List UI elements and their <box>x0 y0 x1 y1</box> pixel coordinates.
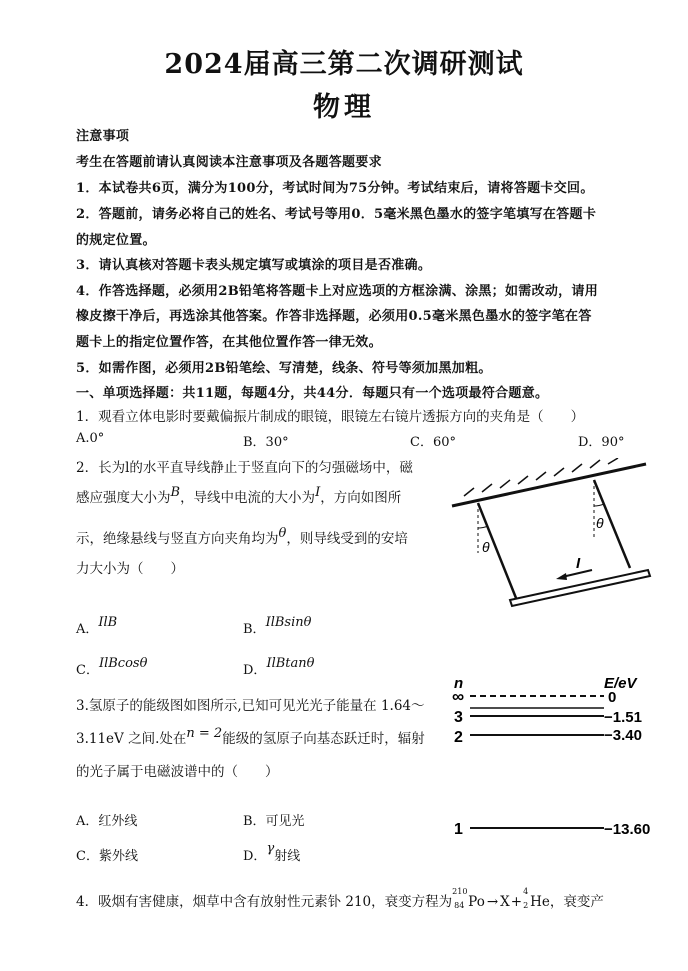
po-nuclide-numbers <box>452 886 468 910</box>
section-heading: 一、单项选择题：共11题，每题4分，共44分．每题只有一个选项最符合题意。 <box>76 386 549 401</box>
q2-option-label: C． <box>76 663 99 678</box>
current-label: I <box>576 555 581 572</box>
q2-wire-figure <box>444 458 654 618</box>
q3-line-2 <box>76 727 425 747</box>
decay-arrow: → <box>486 894 499 910</box>
q2-text: ，导线中电流的大小为 <box>180 490 316 506</box>
notice-item-5: 5．如需作图，必须用2B铅笔绘、写清楚，线条、符号等须加黑加粗。 <box>76 361 492 376</box>
q3-option-d <box>243 841 301 864</box>
notice-item-4-cont: 橡皮擦干净后，再选涂其他答案。作答非选择题，必须用0.5毫米黑色墨水的签字笔在答 <box>76 309 592 324</box>
left-angle-arc <box>478 526 488 528</box>
right-angle-arc <box>594 504 604 506</box>
q3-text: 能级的氢原子向基态跃迁时，辐射 <box>222 731 425 747</box>
level-inf-n: ∞ <box>452 687 465 706</box>
conductor-rod <box>510 570 650 606</box>
q2-line-4: 力大小为（ ） <box>76 561 184 577</box>
q1-stem: 1．观看立体电影时要戴偏振片制成的眼镜，眼镜左右镜片透振方向的夹角是（ ） <box>76 409 585 425</box>
q2-option-d <box>243 656 315 678</box>
q2-option-value: IlBsinθ <box>265 615 312 630</box>
q2-option-value: IlB <box>98 615 118 630</box>
q2-option-label: B． <box>243 622 266 637</box>
q2-line-1: 2．长为l的水平直导线静止于竖直向下的匀强磁场中，磁 <box>76 460 413 476</box>
notice-item-3: 3．请认真核对答题卡表头规定填写或填涂的项目是否准确。 <box>76 258 432 273</box>
q2-line-3 <box>76 527 408 547</box>
notice-item-4-cont2: 题卡上的指定位置作答，在其他位置作答一律无效。 <box>76 335 382 350</box>
q1-option-c: C．60° <box>410 435 456 450</box>
level-3-energy: −1.51 <box>604 709 642 726</box>
q3-option-text: 射线 <box>274 849 301 864</box>
x-symbol: X <box>500 894 510 910</box>
notice-item-4: 4．作答选择题，必须用2B铅笔将答题卡上对应选项的方框涂满、涂黑；如需改动，请用 <box>76 284 599 299</box>
q3-option-b: B．可见光 <box>243 814 305 829</box>
exam-title: 2024届高三第二次调研测试 <box>164 49 524 80</box>
po-mass-number: 210 <box>452 886 468 896</box>
he-nuclide-numbers <box>523 886 530 910</box>
plus-sign: + <box>510 894 523 910</box>
q2-text: 感应强度大小为 <box>76 490 171 506</box>
po-atomic-number: 84 <box>454 900 465 910</box>
q1-option-d: D．90° <box>578 435 625 450</box>
q2-var-theta: θ <box>278 526 287 541</box>
level-1-n: 1 <box>454 821 463 838</box>
subject-title: 物理 <box>313 92 375 123</box>
q2-option-value: IlBtanθ <box>266 656 315 671</box>
q2-option-label: A． <box>76 622 99 637</box>
q3-var-gamma: γ <box>266 841 275 856</box>
po-symbol: Po <box>468 894 485 910</box>
q2-text: ，方向如图所 <box>320 490 402 506</box>
q2-option-value: IlBcosθ <box>98 656 148 671</box>
q2-option-label: D． <box>243 663 267 678</box>
he-atomic-number: 2 <box>523 900 529 910</box>
q3-line-1: 3.氢原子的能级图如图所示,已知可见光光子能量在 1.64～ <box>76 698 425 714</box>
q2-option-b <box>243 615 312 637</box>
q3-text: 3.11eV 之间.处在 <box>76 731 187 747</box>
q2-line-2 <box>76 486 401 506</box>
energy-axis-label: E/eV <box>604 675 637 692</box>
q4-text: ，衰变产 <box>549 894 604 910</box>
notice-intro: 考生在答题前请认真阅读本注意事项及各题答题要求 <box>76 155 382 170</box>
level-2-energy: −3.40 <box>604 727 642 744</box>
level-3-n: 3 <box>454 709 463 726</box>
q4-text: 4．吸烟有害健康，烟草中含有放射性元素钋 210，衰变方程为 <box>76 894 453 910</box>
level-inf-energy: 0 <box>608 689 617 706</box>
ceiling-hatch <box>452 458 646 506</box>
notice-item-2: 2．答题前，请务必将自己的姓名、考试号等用0．5毫米黑色墨水的签字笔填写在答题卡 <box>76 207 597 222</box>
q4-stem <box>76 886 604 910</box>
q1-option-b: B．30° <box>243 435 289 450</box>
level-1-energy: −13.60 <box>604 821 651 838</box>
q1-option-a: A.0° <box>76 431 105 446</box>
q2-option-c <box>76 656 148 678</box>
he-symbol: He <box>530 894 550 910</box>
q2-option-a <box>76 615 118 637</box>
q2-text: 示，绝缘悬线与竖直方向夹角均为 <box>76 531 279 547</box>
q2-var-b: B <box>170 485 181 500</box>
n-axis-label: n <box>454 675 464 692</box>
q3-option-label: D． <box>243 849 267 864</box>
q3-var-n: n = 2 <box>186 726 223 741</box>
q2-text: ，则导线受到的安培 <box>286 531 408 547</box>
q3-line-3: 的光子属于电磁波谱中的（ ） <box>76 764 279 780</box>
notice-heading: 注意事项 <box>76 129 130 144</box>
current-arrow-head <box>556 573 567 580</box>
he-mass-number: 4 <box>523 886 529 896</box>
notice-item-1: 1．本试卷共6页，满分为100分，考试时间为75分钟。考试结束后，请将答题卡交回。 <box>76 181 594 196</box>
q2-var-i: I <box>315 485 321 500</box>
level-2-n: 2 <box>454 729 463 746</box>
q3-option-c: C．紫外线 <box>76 849 138 864</box>
notice-item-2-cont: 的规定位置。 <box>76 233 156 248</box>
energy-level-diagram <box>446 670 668 842</box>
right-theta-label: θ <box>596 515 604 531</box>
q3-option-a: A．红外线 <box>76 814 138 829</box>
left-theta-label: θ <box>482 539 490 555</box>
